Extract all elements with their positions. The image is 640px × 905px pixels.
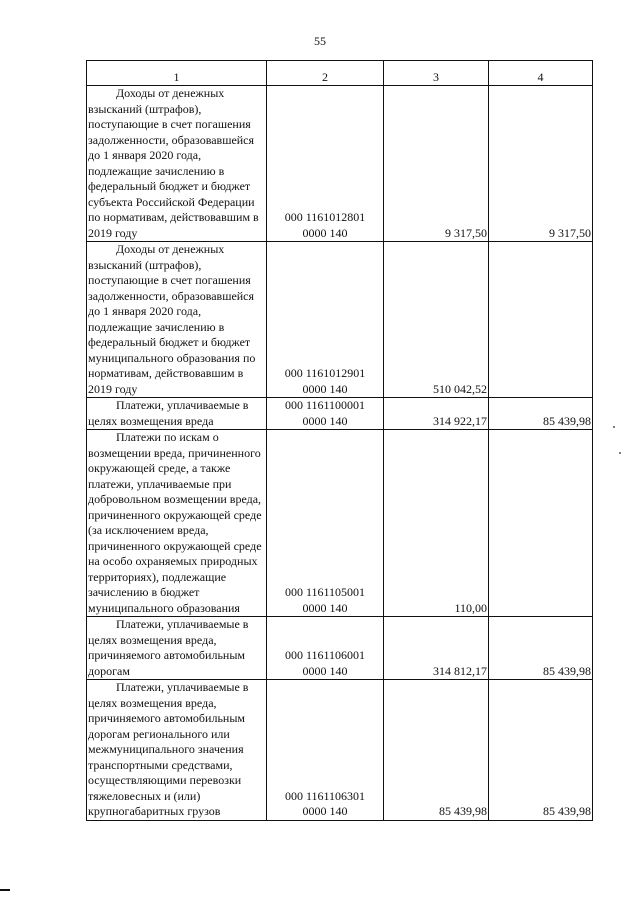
row-description xyxy=(87,617,267,680)
code-line-2: 0000 140 xyxy=(302,804,348,818)
row-value-col4: 9 317,50 xyxy=(489,86,593,242)
code-line-1: 000 1161106301 xyxy=(284,788,366,803)
description-first-line: Платежи, уплачиваемые в xyxy=(116,617,249,631)
row-code xyxy=(267,86,384,242)
description-rest: взысканий (штрафов), поступающие в счет погашения задолженности, образовавшейся до 1 января 2020 года, подлежащие зачислению в федеральный бюджет и бюджет субъекта Российской Федерации по нормативам, действовавшим в 2019 году xyxy=(88,101,259,240)
header-col-2: 2 xyxy=(267,61,384,86)
row-value-col3: 85 439,98 xyxy=(384,680,489,821)
description-first-line: Платежи, уплачиваемые в xyxy=(116,680,249,694)
table-row xyxy=(87,617,593,680)
row-value-col4: 85 439,98 xyxy=(489,617,593,680)
table-row xyxy=(87,86,593,242)
code-line-2: 0000 140 xyxy=(302,381,348,396)
scan-speck xyxy=(619,452,621,454)
scan-edge-mark xyxy=(0,889,10,891)
description-first-line: Платежи, уплачиваемые в xyxy=(116,398,249,412)
row-description xyxy=(87,86,267,242)
code-line-2: 0000 140 xyxy=(302,413,348,428)
table-row xyxy=(87,398,593,430)
description-first-line: Платежи по искам о xyxy=(116,430,219,444)
row-description xyxy=(87,430,267,617)
row-value-col3: 110,00 xyxy=(384,430,489,617)
code-line-2: 0000 140 xyxy=(302,663,348,678)
row-description xyxy=(87,242,267,398)
row-value-col4 xyxy=(489,430,593,617)
revenue-table xyxy=(86,60,593,821)
header-col-3: 3 xyxy=(384,61,489,86)
table-row xyxy=(87,680,593,821)
row-code xyxy=(267,617,384,680)
page-number: 55 xyxy=(314,34,326,48)
description-rest: возмещении вреда, причиненного окружающей среде, а также платежи, уплачиваемые при добровольном возмещении вреда, причиненного окружающей среде (за исключением вреда, причиненного окружающей среде на особо охраняемых природных территориях), подлежащие зачислению в бюджет муниципального образования xyxy=(88,445,262,615)
code-line-2: 0000 140 xyxy=(302,225,348,240)
row-description xyxy=(87,680,267,821)
code-line-1: 000 1161105001 xyxy=(284,585,366,599)
row-code xyxy=(267,680,384,821)
table-row xyxy=(87,242,593,398)
row-value-col3: 9 317,50 xyxy=(384,86,489,242)
row-value-col4: 85 439,98 xyxy=(489,398,593,430)
header-col-1: 1 xyxy=(87,61,267,86)
row-value-col3: 314 812,17 xyxy=(384,617,489,680)
code-line-1: 000 1161106001 xyxy=(284,648,366,662)
code-line-1: 000 1161100001 xyxy=(284,398,366,412)
row-value-col4: 85 439,98 xyxy=(489,680,593,821)
code-line-2: 0000 140 xyxy=(302,600,348,615)
code-line-1: 000 1161012901 xyxy=(284,366,366,380)
scan-speck xyxy=(613,426,615,428)
description-rest: целях возмещения вреда, причиняемого автомобильным дорогам регионального или межмуниципального значения транспортными средствами, осуществляющими перевозки тяжеловесных и (или) крупногабаритных грузов xyxy=(88,695,245,818)
description-first-line: Доходы от денежных xyxy=(116,86,225,100)
row-description xyxy=(87,398,267,430)
row-code xyxy=(267,398,384,430)
description-rest: взысканий (штрафов), поступающие в счет погашения задолженности, образовавшейся до 1 января 2020 года, подлежащие зачислению в федеральный бюджет и бюджет муниципального образования по нормативам, действовавшим в 2019 году xyxy=(88,257,256,396)
row-code xyxy=(267,430,384,617)
description-rest: целях возмещения вреда, причиняемого автомобильным дорогам xyxy=(88,632,245,678)
header-col-4: 4 xyxy=(489,61,593,86)
row-code xyxy=(267,242,384,398)
row-value-col3: 314 922,17 xyxy=(384,398,489,430)
description-rest: целях возмещения вреда xyxy=(88,413,214,428)
code-line-1: 000 1161012801 xyxy=(284,210,366,224)
row-value-col4 xyxy=(489,242,593,398)
header-row xyxy=(87,61,593,86)
row-value-col3: 510 042,52 xyxy=(384,242,489,398)
table-row xyxy=(87,430,593,617)
description-first-line: Доходы от денежных xyxy=(116,242,225,256)
